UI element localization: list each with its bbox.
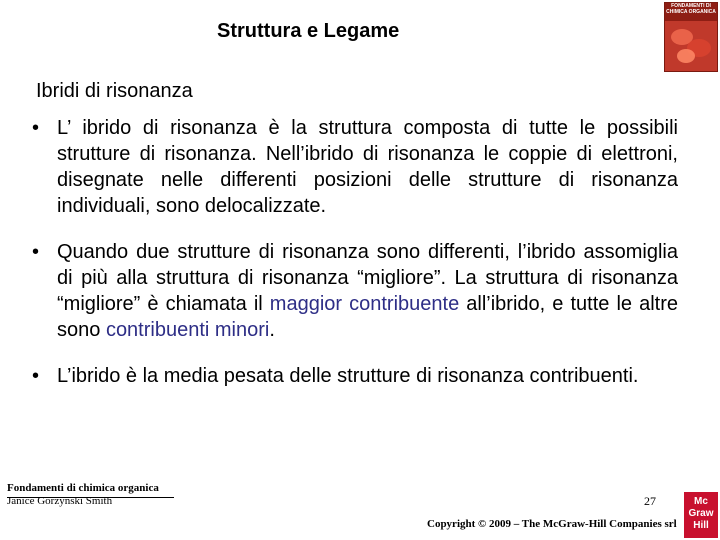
logo-line: Hill [693,520,709,531]
logo-line: Graw [688,508,714,519]
bullet-text: L’ibrido è la media pesata delle strutture di risonanza contribuenti. [57,365,639,387]
bullet-item [32,239,678,343]
book-cover-title: FONDAMENTI DI CHIMICA ORGANICA [665,3,717,21]
highlight-term: contribuenti minori [105,319,270,341]
mcgraw-hill-logo [684,492,718,538]
copyright-notice: Copyright © 2009 – The McGraw-Hill Companies srl [427,518,677,530]
highlight-term: maggior contribuente [269,293,460,315]
logo-line: Mc [694,496,708,507]
slide-subtitle: Ibridi di risonanza [36,80,193,102]
bullet-dot: • [32,365,40,387]
bullet-list [32,115,678,389]
bullet-text: all’ibrido, e tutte le altre sono [57,293,678,341]
bullet-item [32,363,678,389]
footer-divider [7,497,174,498]
book-cover-image [664,2,718,72]
bullet-text: Quando due strutture di risonanza sono differenti, l’ibrido assomiglia di più alla struttura di risonanza “migliore”. La struttura di risonanza “migliore” è chiamata il [57,241,678,315]
bullet-item [32,115,678,219]
bullet-text: L’ ibrido di risonanza è la struttura composta di tutte le possibili strutture di risonanza. Nell’ibrido di risonanza le coppie di elettroni, disegnate nelle differenti posizioni delle strutture di risonanza individuali, sono delocalizzate. [57,117,678,217]
bullet-text: . [269,319,275,341]
footer-author: Janice Gorzynski Smith [7,495,113,507]
slide-title: Struttura e Legame [217,20,400,42]
page-number: 27 [644,494,656,508]
bullet-dot: • [32,241,40,263]
cover-flower-shape [677,49,695,63]
bullet-dot: • [32,117,40,139]
footer-book-title: Fondamenti di chimica organica [7,482,159,494]
footer-book-info [7,482,159,508]
